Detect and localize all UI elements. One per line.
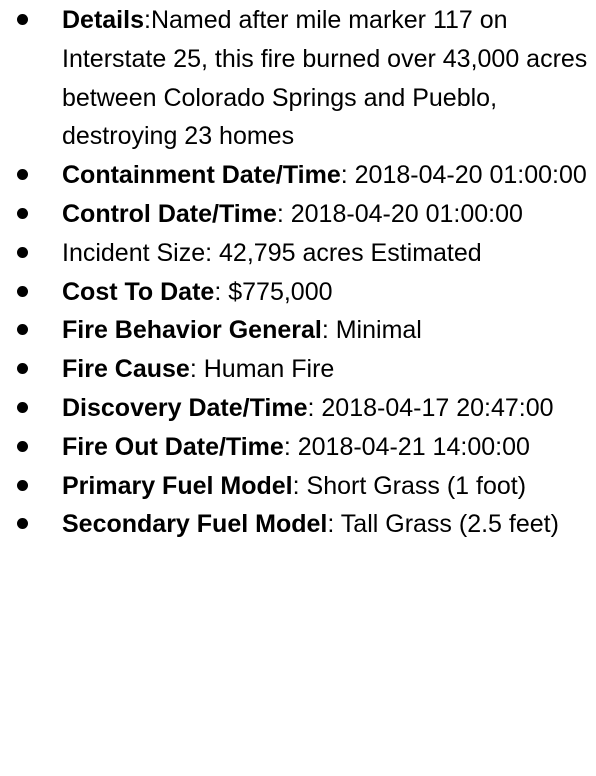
item-separator: : xyxy=(292,471,307,500)
item-text: Incident Size: 42,795 acres Estimated xyxy=(62,238,482,267)
item-label: Containment Date/Time xyxy=(62,161,341,190)
list-item-primary-fuel xyxy=(0,467,596,506)
item-value: Named after mile marker 117 on Interstate 25, this fire burned over 43,000 acres between Colorado Springs and Pueblo, destroying 23 homes xyxy=(62,6,588,151)
bullet-icon xyxy=(17,518,28,529)
item-label: Secondary Fuel Model xyxy=(62,510,328,539)
item-label: Fire Behavior General xyxy=(62,316,322,345)
item-value: 2018-04-20 01:00:00 xyxy=(354,161,587,190)
item-separator: : xyxy=(340,161,355,190)
item-value: 2018-04-17 20:47:00 xyxy=(321,393,554,422)
item-value: 2018-04-20 01:00:00 xyxy=(290,199,523,228)
list-item-control xyxy=(0,195,596,234)
list-item-incident-size xyxy=(0,234,596,273)
list-item-fire-out xyxy=(0,428,596,467)
item-label: Control Date/Time xyxy=(62,199,277,228)
item-value: Tall Grass (2.5 feet) xyxy=(340,510,559,539)
list-item-containment xyxy=(0,156,596,195)
list-item-cost xyxy=(0,273,596,312)
bullet-icon xyxy=(17,208,28,219)
item-separator: : xyxy=(214,277,229,306)
bullet-icon xyxy=(17,247,28,258)
list-item-secondary-fuel xyxy=(0,505,596,544)
item-label: Fire Out Date/Time xyxy=(62,432,284,461)
item-separator: : xyxy=(321,316,336,345)
item-value: $775,000 xyxy=(228,277,333,306)
list-item-discovery xyxy=(0,389,596,428)
item-separator: : xyxy=(189,355,204,384)
item-label: Fire Cause xyxy=(62,355,190,384)
item-label: Details xyxy=(62,6,144,34)
bullet-icon xyxy=(17,363,28,374)
item-value: Human Fire xyxy=(203,355,335,384)
bullet-icon xyxy=(17,402,28,413)
item-separator: : xyxy=(143,6,151,34)
bullet-icon xyxy=(17,324,28,335)
bullet-icon xyxy=(17,286,28,297)
item-separator: : xyxy=(276,199,291,228)
item-label: Primary Fuel Model xyxy=(62,471,293,500)
item-separator: : xyxy=(283,432,298,461)
list-item-behavior xyxy=(0,311,596,350)
bullet-icon xyxy=(17,480,28,491)
item-value: 2018-04-21 14:00:00 xyxy=(297,432,530,461)
list-item-details xyxy=(0,1,596,156)
item-label: Discovery Date/Time xyxy=(62,393,308,422)
bullet-icon xyxy=(17,14,28,25)
bullet-icon xyxy=(17,169,28,180)
item-value: Minimal xyxy=(335,316,422,345)
list-item-cause xyxy=(0,350,596,389)
item-separator: : xyxy=(327,510,341,539)
bullet-icon xyxy=(17,441,28,452)
item-value: Short Grass (1 foot) xyxy=(306,471,527,500)
item-label: Cost To Date xyxy=(62,277,215,306)
item-separator: : xyxy=(307,393,322,422)
